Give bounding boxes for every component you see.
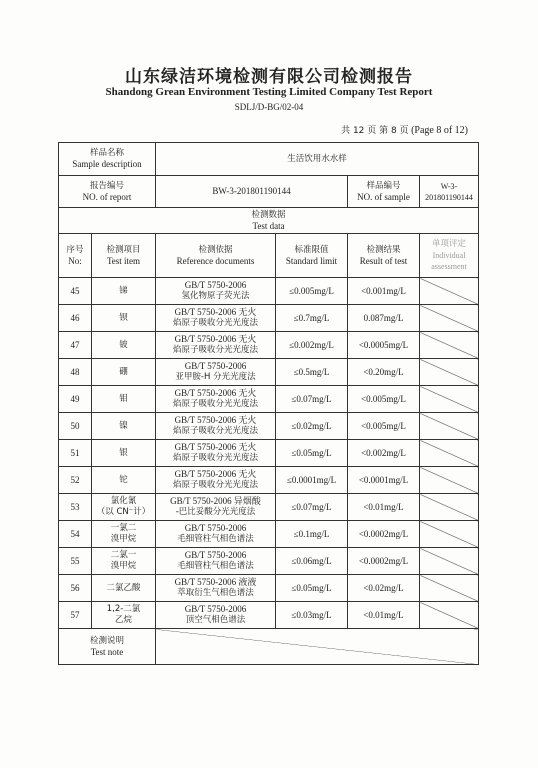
row-assessment <box>420 359 479 386</box>
row-test-item: 1,2-二氯 乙烷 <box>92 602 156 629</box>
row-reference: GB/T 5750-2006 氢化物原子荧光法 <box>156 278 276 305</box>
report-table <box>58 142 479 665</box>
row-reference: GB/T 5750-2006 亚甲胺-H 分光光度法 <box>156 359 276 386</box>
row-assessment <box>420 494 479 521</box>
row-standard-limit: ≤0.002mg/L <box>276 332 348 359</box>
row-reference: GB/T 5750-2006 异烟酸 -巴比妥酸分光光度法 <box>156 494 276 521</box>
row-standard-limit: ≤0.0001mg/L <box>276 467 348 494</box>
col-header-no: 序号 No: <box>59 234 92 278</box>
row-test-item: 二氯乙酸 <box>92 575 156 602</box>
test-note-row <box>59 629 479 665</box>
report-number-value: BW-3-201801190144 <box>156 176 348 208</box>
row-standard-limit: ≤0.05mg/L <box>276 440 348 467</box>
row-assessment <box>420 440 479 467</box>
row-result: <0.0002mg/L <box>348 521 420 548</box>
row-test-item: 锑 <box>92 278 156 305</box>
row-test-item: 铍 <box>92 332 156 359</box>
row-no: 49 <box>59 386 92 413</box>
test-data-title: 检测数据 Test data <box>59 208 479 234</box>
row-no: 47 <box>59 332 92 359</box>
sample-description-label: 样品名称 Sample description <box>59 143 156 176</box>
row-result: <0.01mg/L <box>348 494 420 521</box>
col-header-standard-limit: 标准限值 Standard limit <box>276 234 348 278</box>
row-result: <0.20mg/L <box>348 359 420 386</box>
table-row <box>59 521 479 548</box>
row-result: <0.0005mg/L <box>348 332 420 359</box>
table-row <box>59 575 479 602</box>
row-test-item: 钡 <box>92 305 156 332</box>
row-result: <0.0002mg/L <box>348 548 420 575</box>
row-test-item: 银 <box>92 440 156 467</box>
row-no: 52 <box>59 467 92 494</box>
col-header-result: 检测结果 Result of test <box>348 234 420 278</box>
table-row <box>59 494 479 521</box>
col-header-test-item: 检测项目 Test item <box>92 234 156 278</box>
row-test-item: 铊 <box>92 467 156 494</box>
row-result: <0.002mg/L <box>348 440 420 467</box>
table-row <box>59 602 479 629</box>
page-info-cn: 共 12 页 第 8 页 <box>341 126 409 136</box>
table-row <box>59 386 479 413</box>
document-code: SDLJ/D-BG/02-04 <box>234 102 304 112</box>
sample-number-label: 样品编号 NO. of sample <box>348 176 420 208</box>
test-note-label: 检测说明 Test note <box>59 629 156 665</box>
sample-description-row <box>59 143 479 176</box>
row-no: 53 <box>59 494 92 521</box>
col-header-reference: 检测依据 Reference documents <box>156 234 276 278</box>
test-data-title-row <box>59 208 479 234</box>
row-reference: GB/T 5750-2006 无火 焰原子吸收分光光度法 <box>156 305 276 332</box>
row-standard-limit: ≤0.7mg/L <box>276 305 348 332</box>
row-reference: GB/T 5750-2006 无火 焰原子吸收分光光度法 <box>156 332 276 359</box>
row-reference: GB/T 5750-2006 毛细管柱气相色谱法 <box>156 548 276 575</box>
table-row <box>59 413 479 440</box>
column-header-row <box>59 234 479 278</box>
sample-description-value: 生活饮用水水样 <box>156 143 479 176</box>
row-assessment <box>420 413 479 440</box>
row-assessment <box>420 467 479 494</box>
row-assessment <box>420 548 479 575</box>
table-row <box>59 548 479 575</box>
row-assessment <box>420 305 479 332</box>
row-no: 48 <box>59 359 92 386</box>
row-standard-limit: ≤0.03mg/L <box>276 602 348 629</box>
report-title-cn: 山东绿洁环境检测有限公司检测报告 <box>125 67 413 87</box>
table-row <box>59 440 479 467</box>
row-assessment <box>420 332 479 359</box>
row-reference: GB/T 5750-2006 顶空气相色谱法 <box>156 602 276 629</box>
row-standard-limit: ≤0.02mg/L <box>276 413 348 440</box>
row-no: 54 <box>59 521 92 548</box>
row-assessment <box>420 278 479 305</box>
row-no: 51 <box>59 440 92 467</box>
row-standard-limit: ≤0.07mg/L <box>276 494 348 521</box>
row-assessment <box>420 575 479 602</box>
col-header-assessment: 单项评定 Individual assessment <box>420 234 479 278</box>
row-no: 46 <box>59 305 92 332</box>
table-row <box>59 332 479 359</box>
report-title-en: Shandong Grean Environment Testing Limited Company Test Report <box>105 86 433 98</box>
row-standard-limit: ≤0.05mg/L <box>276 575 348 602</box>
row-assessment <box>420 602 479 629</box>
row-test-item: 硼 <box>92 359 156 386</box>
row-no: 45 <box>59 278 92 305</box>
row-result: 0.087mg/L <box>348 305 420 332</box>
row-result: <0.005mg/L <box>348 386 420 413</box>
page-info <box>341 123 468 136</box>
row-standard-limit: ≤0.5mg/L <box>276 359 348 386</box>
row-reference: GB/T 5750-2006 无火 焰原子吸收分光光度法 <box>156 467 276 494</box>
row-no: 57 <box>59 602 92 629</box>
row-assessment <box>420 386 479 413</box>
row-no: 56 <box>59 575 92 602</box>
page-info-en: (Page 8 of 12) <box>411 125 468 136</box>
table-row <box>59 467 479 494</box>
row-test-item: 二氯一 溴甲烷 <box>92 548 156 575</box>
test-note-value <box>156 629 479 665</box>
row-assessment <box>420 521 479 548</box>
row-test-item: 一氯二 溴甲烷 <box>92 521 156 548</box>
report-number-row <box>59 176 479 208</box>
sample-number-value: W-3-201801190144 <box>420 176 479 208</box>
data-rows <box>59 278 479 629</box>
row-reference: GB/T 5750-2006 毛细管柱气相色谱法 <box>156 521 276 548</box>
row-no: 50 <box>59 413 92 440</box>
row-standard-limit: ≤0.06mg/L <box>276 548 348 575</box>
row-reference: GB/T 5750-2006 无火 焰原子吸收分光光度法 <box>156 413 276 440</box>
row-test-item: 钼 <box>92 386 156 413</box>
table-row <box>59 305 479 332</box>
row-result: <0.001mg/L <box>348 278 420 305</box>
row-result: <0.01mg/L <box>348 602 420 629</box>
row-result: <0.0001mg/L <box>348 467 420 494</box>
row-result: <0.02mg/L <box>348 575 420 602</box>
row-reference: GB/T 5750-2006 液液 萃取衍生气相色谱法 <box>156 575 276 602</box>
row-test-item: 镍 <box>92 413 156 440</box>
row-reference: GB/T 5750-2006 无火 焰原子吸收分光光度法 <box>156 440 276 467</box>
table-row <box>59 278 479 305</box>
report-number-label: 报告编号 NO. of report <box>59 176 156 208</box>
row-no: 55 <box>59 548 92 575</box>
row-reference: GB/T 5750-2006 无火 焰原子吸收分光光度法 <box>156 386 276 413</box>
row-standard-limit: ≤0.07mg/L <box>276 386 348 413</box>
table-row <box>59 359 479 386</box>
row-result: <0.005mg/L <box>348 413 420 440</box>
row-test-item: 氯化氰 （以 CN⁻计） <box>92 494 156 521</box>
row-standard-limit: ≤0.1mg/L <box>276 521 348 548</box>
row-standard-limit: ≤0.005mg/L <box>276 278 348 305</box>
